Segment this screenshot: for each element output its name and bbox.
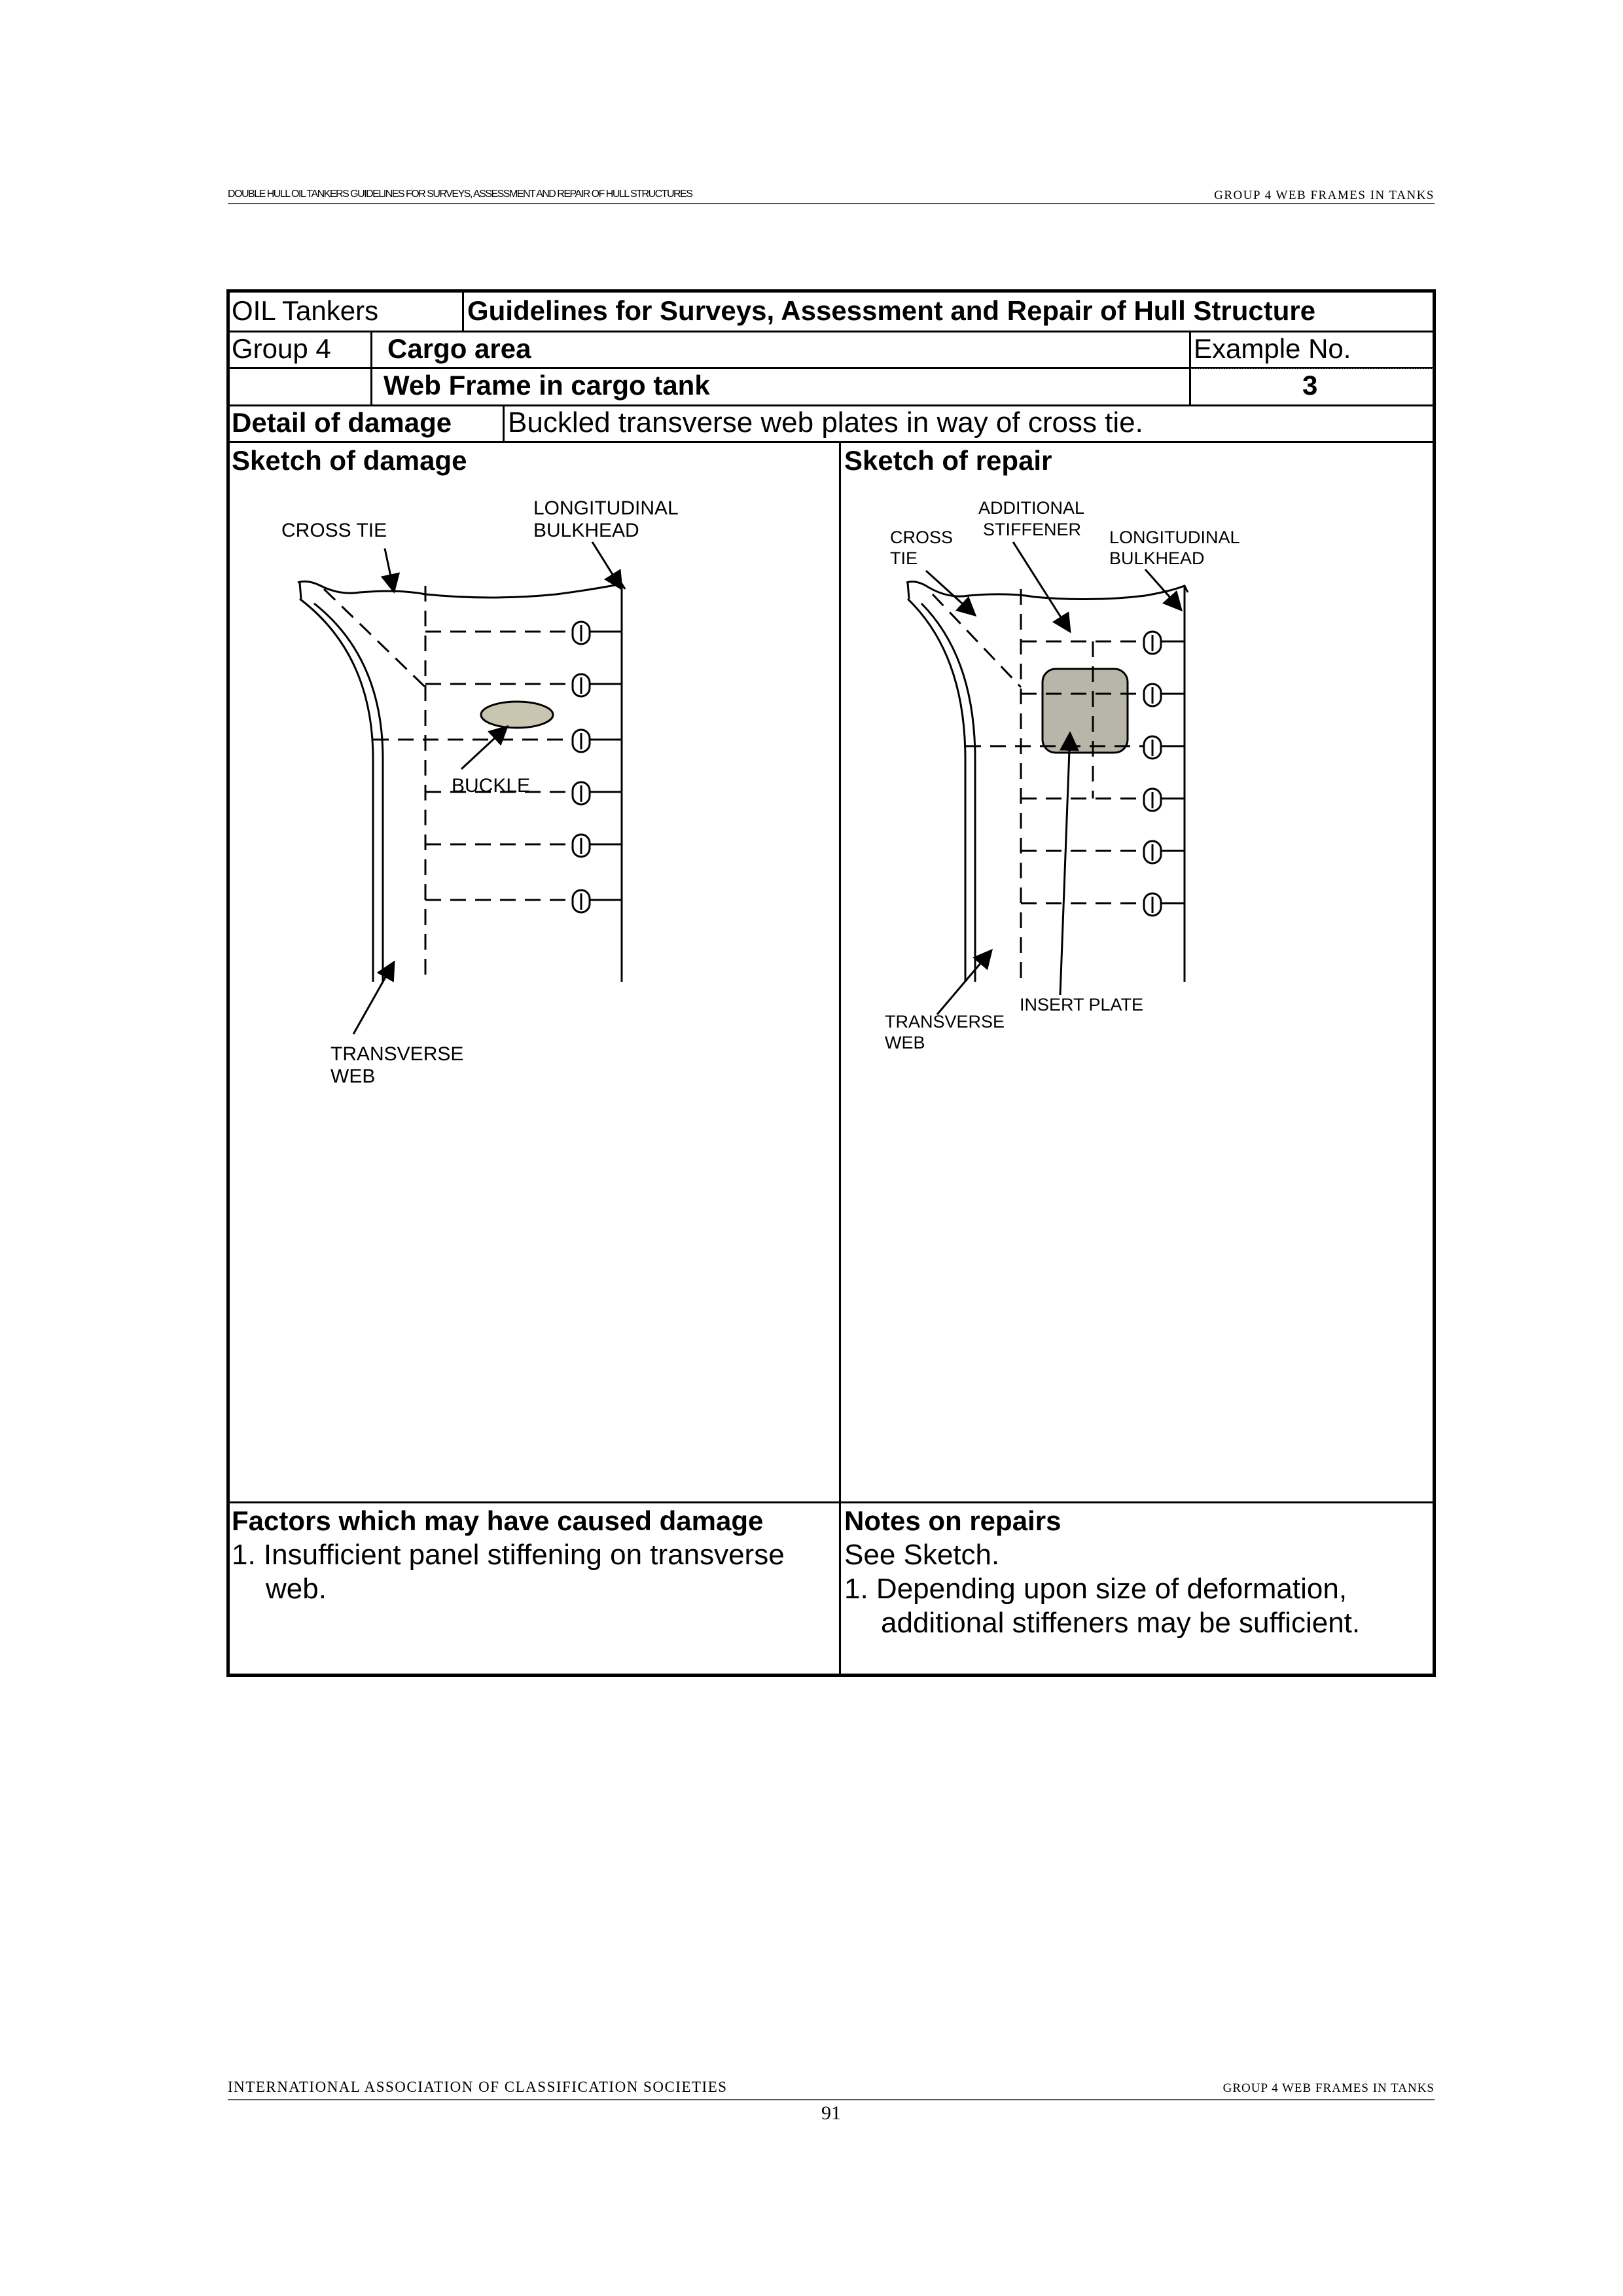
longitudinal-label: LONGITUDINAL [533, 497, 679, 519]
horizontal-stiffeners [373, 632, 582, 900]
col-rule-example [1189, 331, 1191, 406]
col-rule-sketch [839, 441, 841, 1674]
group-label: Group 4 [232, 333, 331, 364]
cross-label: CROSS [890, 528, 954, 547]
running-header-right: GROUP 4 WEB FRAMES IN TANKS [1214, 188, 1435, 202]
col-rule-title [462, 292, 464, 332]
web-face-outer [300, 599, 373, 982]
running-header-left: DOUBLE HULL OIL TANKERS GUIDELINES FOR SURVEYS, ASSESSMENT AND REPAIR OF HULL STRUCTURES [228, 188, 692, 200]
insert-plate-label: INSERT PLATE [1020, 995, 1144, 1014]
col-rule-detail [503, 404, 505, 442]
area-label: Cargo area [387, 333, 531, 364]
sketch-damage-label: Sketch of damage [232, 445, 467, 476]
factors-line-2: web. [266, 1573, 327, 1605]
bulkhead-label-r: BULKHEAD [1109, 548, 1205, 568]
cross-tie-arrow [385, 548, 394, 592]
buckle-arrow [461, 726, 507, 769]
factors-line-1: 1. Insufficient panel stiffening on transverse [232, 1539, 785, 1571]
damage-sketch [229, 484, 838, 1106]
page-number: 91 [821, 2102, 841, 2124]
insert-plate [1043, 669, 1128, 753]
transverse-label: TRANSVERSE [330, 1043, 464, 1065]
cross-tie-label: CROSS TIE [281, 520, 387, 541]
stiffener-label: STIFFENER [983, 520, 1082, 539]
notes-text [844, 1538, 1360, 1640]
detail-label: Detail of damage [232, 407, 452, 438]
notes-line-2: 1. Depending upon size of deformation, [844, 1573, 1347, 1605]
longitudinals-r [1144, 632, 1185, 916]
col-rule-group [370, 331, 372, 406]
additional-label: ADDITIONAL [978, 498, 1085, 518]
bulkhead-label: BULKHEAD [533, 520, 639, 541]
vessel-type: OIL Tankers [232, 295, 379, 326]
running-footer-left: INTERNATIONAL ASSOCIATION OF CLASSIFICATION SOCIETIES [228, 2079, 728, 2095]
detail-text: Buckled transverse web plates in way of cross tie. [508, 406, 1143, 439]
transverse-label-r: TRANSVERSE [885, 1012, 1005, 1031]
buckle-area [481, 702, 553, 728]
example-number: 3 [1302, 370, 1318, 401]
top-break-line [298, 581, 625, 598]
insert-plate-arrow [1060, 733, 1070, 995]
row-rule-5 [228, 1501, 1435, 1503]
web-label: WEB [330, 1066, 376, 1087]
footer-rule [228, 2099, 1435, 2100]
repair-sketch [844, 484, 1433, 1106]
longitudinal-label-r: LONGITUDINAL [1109, 528, 1240, 547]
buckle-label: BUCKLE [452, 775, 531, 797]
example-label: Example No. [1194, 333, 1351, 364]
guideline-title: Guidelines for Surveys, Assessment and Repair of Hull Structure [467, 295, 1316, 326]
factors-label: Factors which may have caused damage [232, 1505, 764, 1536]
factors-text [232, 1538, 785, 1606]
tie-label: TIE [890, 548, 918, 568]
web-label-r: WEB [885, 1033, 925, 1052]
longitudinals [573, 622, 622, 912]
header-rule [228, 203, 1435, 204]
cross-tie-arrow-r [926, 571, 975, 615]
sketch-repair-label: Sketch of repair [844, 445, 1052, 476]
notes-line-3: additional stiffeners may be sufficient. [881, 1607, 1361, 1639]
bulkhead-arrow [592, 542, 622, 589]
notes-line-1: See Sketch. [844, 1539, 1000, 1571]
notes-label: Notes on repairs [844, 1505, 1061, 1536]
running-footer-right: GROUP 4 WEB FRAMES IN TANKS [1222, 2081, 1435, 2095]
component-label: Web Frame in cargo tank [383, 370, 710, 401]
row-rule-4 [228, 441, 1435, 443]
